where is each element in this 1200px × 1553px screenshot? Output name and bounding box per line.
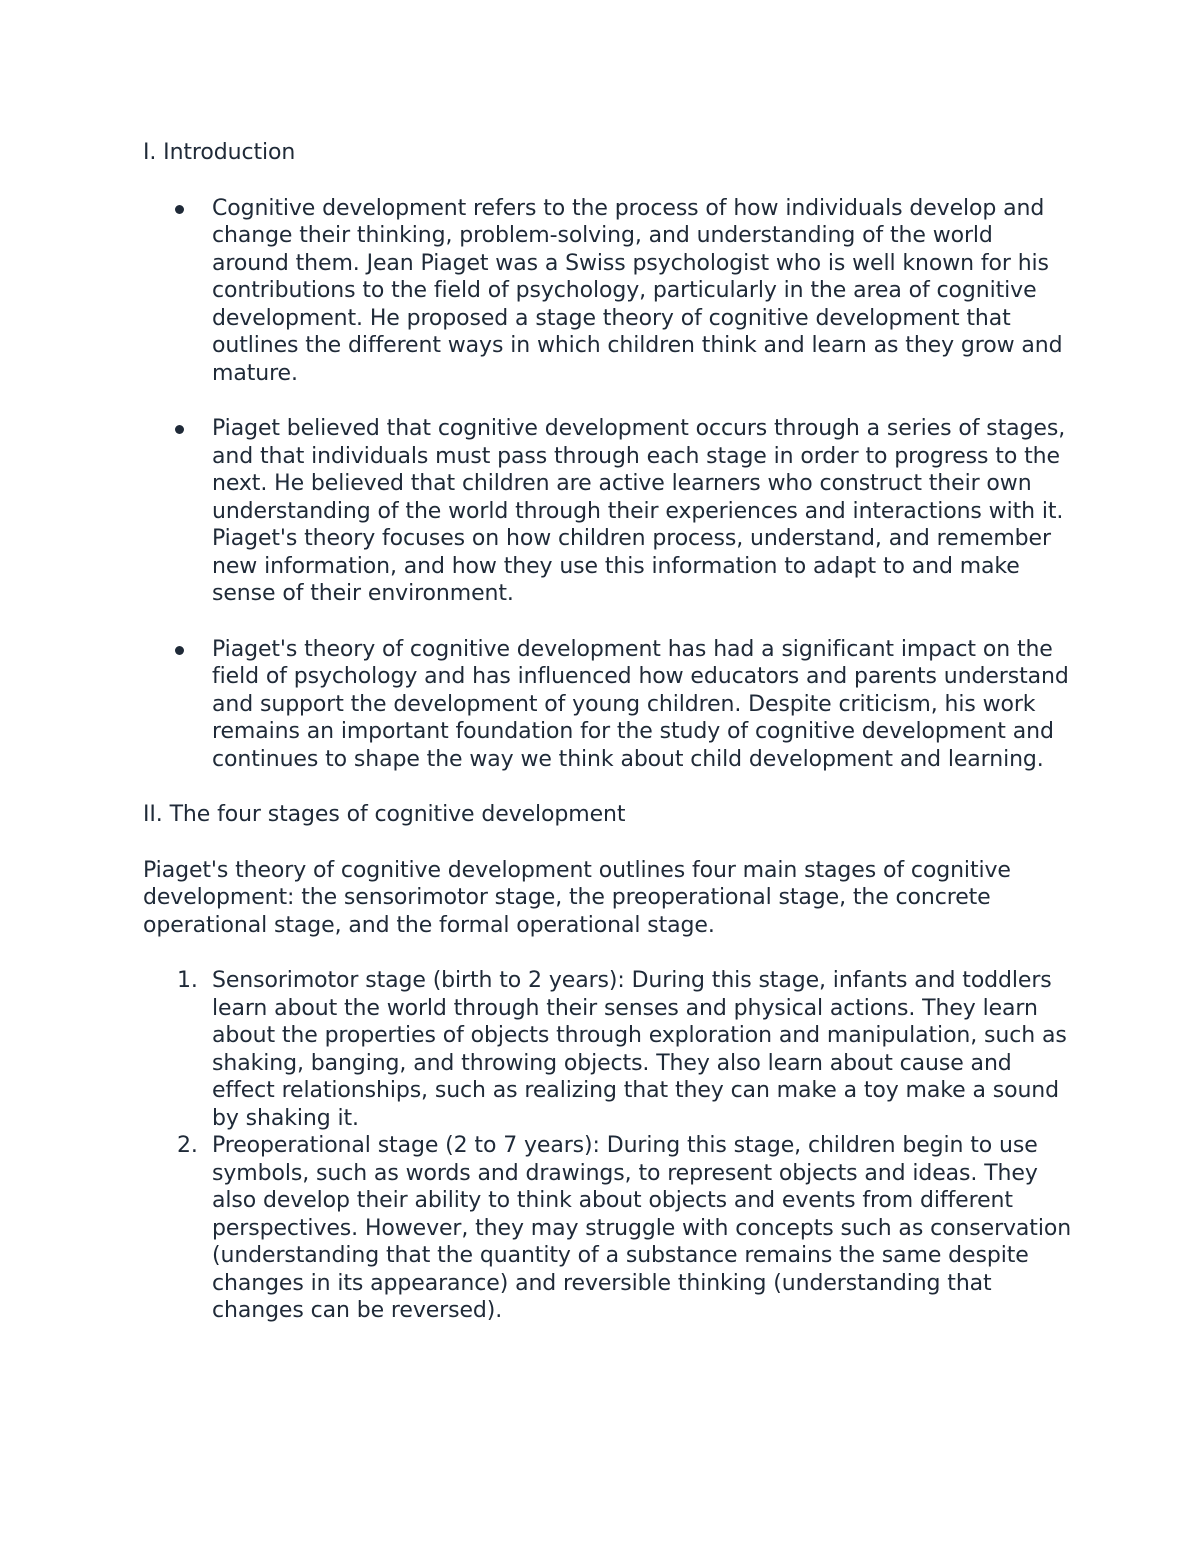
- section-heading-introduction: I. Introduction: [143, 140, 296, 165]
- stages-intro-paragraph: Piaget's theory of cognitive development outlines four main stages of cognitive development: the sensorimotor stage, the preoperational stage, the concrete operational stage, and the formal operational stage.: [143, 857, 1011, 938]
- stages-numbered-list: [143, 967, 1073, 1325]
- stage-text: Sensorimotor stage (birth to 2 years): During this stage, infants and toddlers learn about the world through their senses and physical actions. They learn about the properties of objects through exploration and manipulation, such as shaking, banging, and throwing objects. They also learn about cause and effect relationships, such as realizing that they can make a toy make a sound by shaking it.: [212, 968, 1067, 1131]
- list-item: [143, 967, 1073, 1132]
- list-number: 2.: [177, 1133, 198, 1158]
- bullet-text: Piaget believed that cognitive development occurs through a series of stages, and that individuals must pass through each stage in order to progress to the next. He believed that children are active learners who construct their own understanding of the world through their experiences and interactions with it. Piaget's theory focuses on how children process, understand, and remember new information, and how they use this information to adapt to and make sense of their environment.: [212, 416, 1066, 606]
- section-heading-stages: II. The four stages of cognitive development: [143, 802, 626, 827]
- bullet-text: Cognitive development refers to the process of how individuals develop and change their thinking, problem-solving, and understanding of the world around them. Jean Piaget was a Swiss psychologist who is well known for his contributions to the field of psychology, particularly in the area of cognitive development. He proposed a stage theory of cognitive development that outlines the different ways in which children think and learn as they grow and mature.: [212, 195, 1063, 386]
- list-item: [143, 415, 1073, 608]
- document-body: [143, 139, 1073, 1325]
- bullet-icon: [175, 205, 184, 214]
- list-item: [143, 195, 1073, 388]
- bullet-icon: [175, 646, 184, 655]
- bullet-icon: [175, 425, 184, 434]
- stage-text: Preoperational stage (2 to 7 years): During this stage, children begin to use symbols, such as words and drawings, to represent objects and ideas. They also develop their ability to think about objects and events from different perspectives. However, they may struggle with concepts such as conservation (understanding that the quantity of a substance remains the same despite changes in its appearance) and reversible thinking (understanding that changes can be reversed).: [212, 1133, 1072, 1323]
- bullet-text: Piaget's theory of cognitive development has had a significant impact on the field of psychology and has influenced how educators and parents understand and support the development of young children. Despite criticism, his work remains an important foundation for the study of cognitive development and continues to shape the way we think about child development and learning.: [212, 636, 1069, 772]
- list-number: 1.: [177, 968, 198, 993]
- list-item: [143, 636, 1073, 774]
- list-item: [143, 1132, 1073, 1325]
- introduction-bullet-list: [143, 195, 1073, 774]
